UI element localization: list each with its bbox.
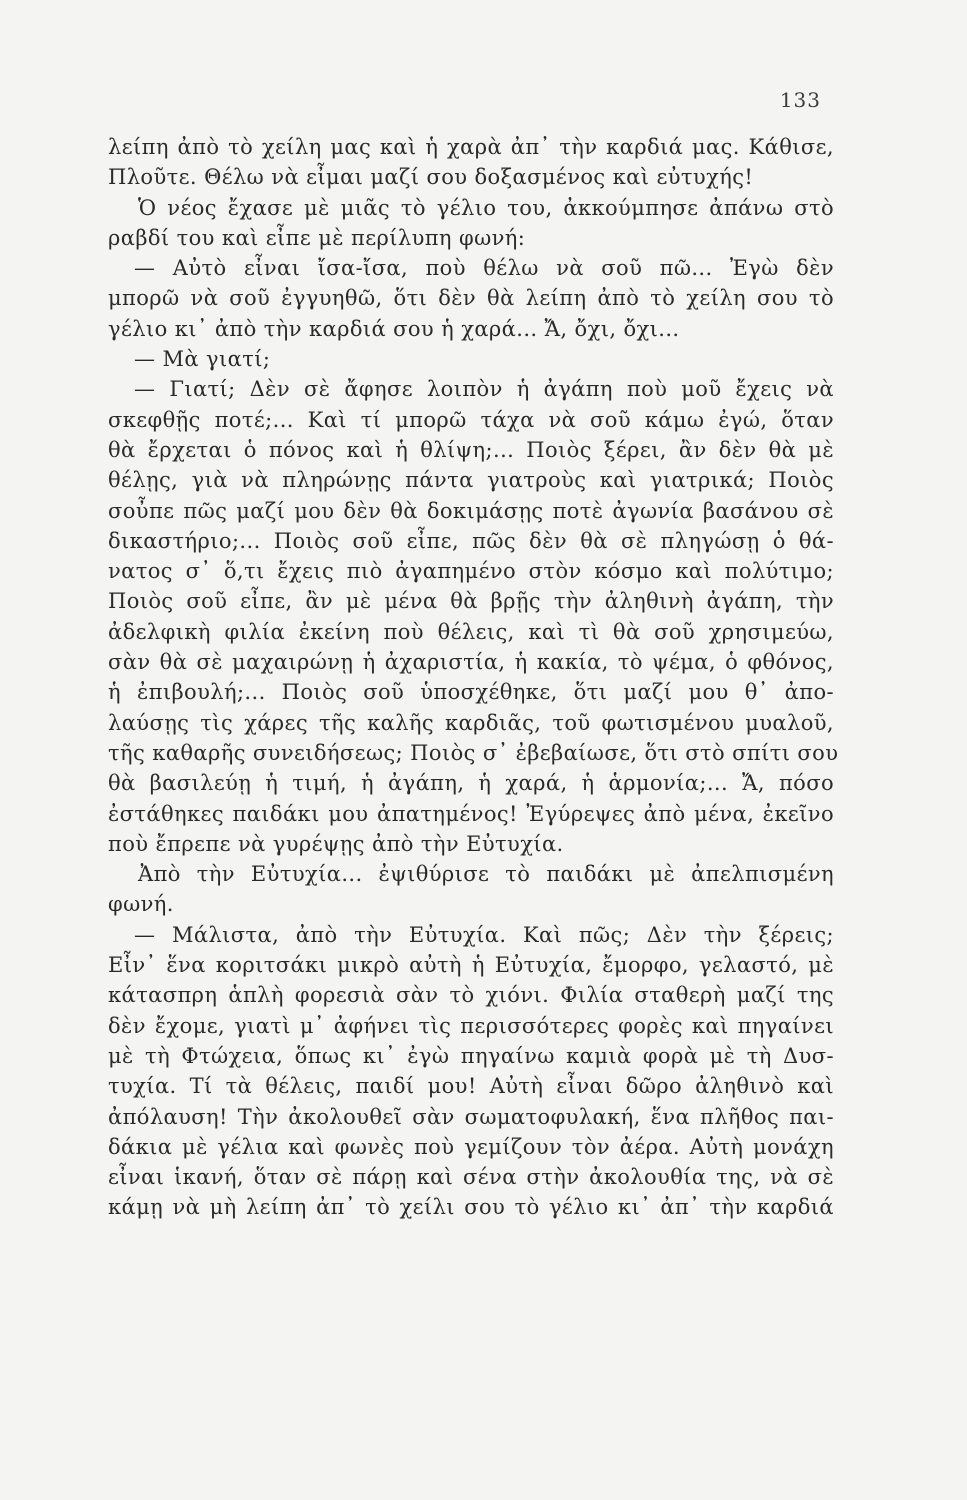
text-line: σκεφθῇς ποτέ;... Καὶ τί μπορῶ τάχα νὰ σοῦ κάμω ἐγώ, ὅταν: [108, 407, 834, 432]
text-line: κάτασπρη ἁπλὴ φορεσιὰ σὰν τὸ χιόνι. Φιλία σταθερὴ μαζί της: [108, 983, 834, 1008]
text-line: σοὖπε πῶς μαζί μου δὲν θὰ δοκιμάσῃς ποτὲ ἀγωνία βασάνου σὲ: [108, 498, 834, 523]
text-line: ποὺ ἔπρεπε νὰ γυρέψῃς ἀπὸ τὴν Εὐτυχία.: [108, 831, 564, 856]
text-line: γέλιο κι᾽ ἀπὸ τὴν καρδιά σου ἡ χαρά... Ἄ, ὄχι, ὄχι...: [108, 316, 680, 341]
text-line: τῆς καθαρῆς συνειδήσεως; Ποιὸς σ᾽ ἐβεβαίωσε, ὅτι στὸ σπίτι σου: [108, 740, 839, 765]
text-line: Πλοῦτε. Θέλω νὰ εἶμαι μαζί σου δοξασμένος καὶ εὐτυχής!: [108, 165, 754, 190]
text-line: — Μὰ γιατί;: [134, 347, 271, 372]
text-line: Ποιὸς σοῦ εἶπε, ἂν μὲ μένα θὰ βρῇς τὴν ἀληθινὴ ἀγάπη, τὴν: [108, 589, 834, 614]
text-line: λείπη ἀπὸ τὸ χείλη μας καὶ ἡ χαρὰ ἀπ᾽ τὴν καρδιά μας. Κάθισε,: [108, 135, 834, 159]
text-line: Ὁ νέος ἔχασε μὲ μιᾶς τὸ γέλιο του, ἀκκούμπησε ἀπάνω στὸ: [138, 195, 834, 220]
text-line: μπορῶ νὰ σοῦ ἐγγυηθῶ, ὅτι δὲν θὰ λείπη ἀπὸ τὸ χείλη σου τὸ: [108, 286, 834, 311]
text-line: ραβδί του καὶ εἶπε μὲ περίλυπη φωνή:: [108, 225, 526, 250]
text-line: νατος σ᾽ ὅ,τι ἔχεις πιὸ ἀγαπημένο στὸν κόσμο καὶ πολύτιμο;: [108, 559, 834, 584]
text-line: σὰν θὰ σὲ μαχαιρώνῃ ἡ ἀχαριστία, ἡ κακία, τὸ ψέμα, ὁ φθόνος,: [108, 650, 834, 675]
text-line: δάκια μὲ γέλια καὶ φωνὲς ποὺ γεμίζουν τὸν ἀέρα. Αὐτὴ μονάχη: [108, 1134, 834, 1159]
body-text: [108, 132, 839, 1223]
text-line: μὲ τὴ Φτώχεια, ὅπως κι᾽ ἐγὼ πηγαίνω καμιὰ φορὰ μὲ τὴ Δυσ-: [108, 1043, 834, 1068]
text-line: τυχία. Τί τὰ θέλεις, παιδί μου! Αὐτὴ εἶναι δῶρο ἀληθινὸ καὶ: [108, 1074, 834, 1099]
text-line: — Αὐτὸ εἶναι ἴσα-ἴσα, ποὺ θέλω νὰ σοῦ πῶ... Ἐγὼ δὲν: [134, 256, 834, 281]
text-line: — Μάλιστα, ἀπὸ τὴν Εὐτυχία. Καὶ πῶς; Δὲν τὴν ξέρεις;: [134, 922, 834, 947]
page-number: 133: [779, 88, 821, 112]
text-line: ἀπόλαυση! Τὴν ἀκολουθεῖ σὰν σωματοφυλακή, ἕνα πλῆθος παι-: [108, 1104, 834, 1129]
text-line: λαύσῃς τὶς χάρες τῆς καλῆς καρδιᾶς, τοῦ φωτισμένου μυαλοῦ,: [108, 710, 834, 735]
text-line: δὲν ἔχομε, γιατὶ μ᾽ ἀφήνει τὶς περισσότερες φορὲς καὶ πηγαίνει: [108, 1013, 834, 1038]
text-line: ἀδελφικὴ φιλία ἐκείνη ποὺ θέλεις, καὶ τὶ θὰ σοῦ χρησιμεύω,: [108, 619, 834, 644]
text-line: κάμῃ νὰ μὴ λείπη ἀπ᾽ τὸ χείλι σου τὸ γέλιο κι᾽ ἀπ᾽ τὴν καρδιά: [108, 1195, 834, 1220]
text-line: ἡ ἐπιβουλή;... Ποιὸς σοῦ ὑποσχέθηκε, ὅτι μαζί μου θ᾽ ἀπο-: [108, 680, 834, 705]
text-line: Εἶν᾽ ἕνα κοριτσάκι μικρὸ αὐτὴ ἡ Εὐτυχία, ἔμορφο, γελαστό, μὲ: [108, 953, 834, 978]
text-line: — Γιατί; Δὲν σὲ ἄφησε λοιπὸν ἡ ἀγάπη ποὺ μοῦ ἔχεις νὰ: [134, 377, 834, 402]
text-line: θέλῃς, γιὰ νὰ πληρώνῃς πάντα γιατροὺς καὶ γιατρικά; Ποιὸς: [108, 468, 834, 493]
text-line: θὰ βασιλεύῃ ἡ τιμή, ἡ ἀγάπη, ἡ χαρά, ἡ ἁρμονία;... Ἄ, πόσο: [108, 771, 834, 796]
text-line: δικαστήριο;... Ποιὸς σοῦ εἶπε, πῶς δὲν θὰ σὲ πληγώσῃ ὁ θά-: [108, 528, 834, 553]
text-line: θὰ ἔρχεται ὁ πόνος καὶ ἡ θλίψη;... Ποιὸς ξέρει, ἂν δὲν θὰ μὲ: [108, 437, 834, 462]
text-line: Ἀπὸ τὴν Εὐτυχία... ἐψιθύρισε τὸ παιδάκι μὲ ἀπελπισμένη: [138, 862, 834, 887]
text-line: ἐστάθηκες παιδάκι μου ἀπατημένος! Ἐγύρεψες ἀπὸ μένα, ἐκεῖνο: [108, 801, 834, 826]
text-line: φωνή.: [108, 892, 174, 917]
text-line: εἶναι ἱκανή, ὅταν σὲ πάρῃ καὶ σένα στὴν ἀκολουθία της, νὰ σὲ: [108, 1165, 834, 1190]
